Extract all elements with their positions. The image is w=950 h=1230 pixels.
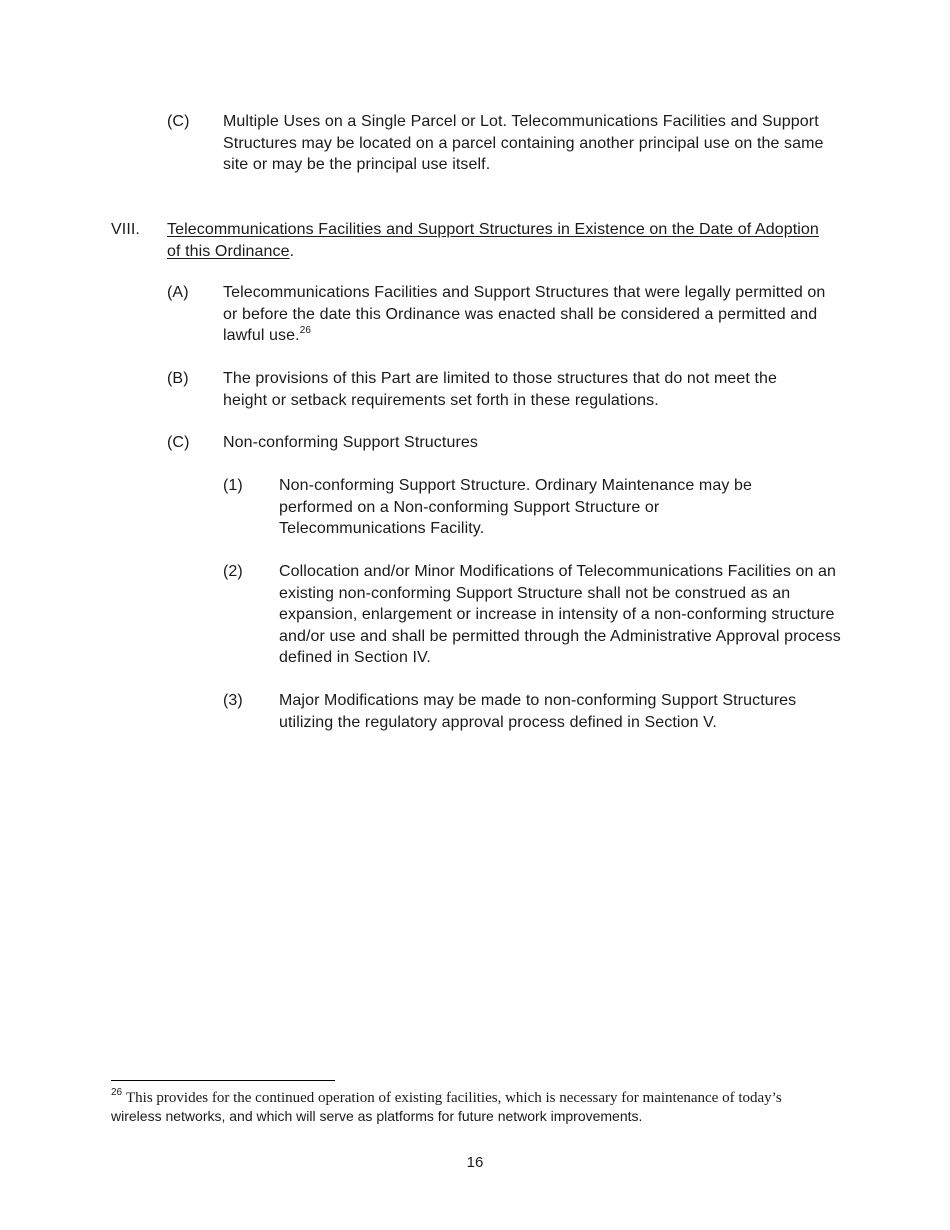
section-viii-heading-text: Telecommunications Facilities and Support Structures in Existence on the Date of Adoption of this Ordinance [167,221,819,260]
footnote-number: 26 [111,1087,123,1099]
footnote-ref-26[interactable]: 26 [299,324,312,336]
section-viii-c-item-3-text: Major Modifications may be made to non-conforming Support Structures utilizing the regulatory approval process defined in Section V. [279,692,797,731]
section-viii-c-item-2-label: (2) [223,563,243,580]
section-viii-c-label: (C) [167,434,190,451]
section-vii-c-label: (C) [167,113,190,130]
section-viii-c-item-1-text: Non-conforming Support Structure. Ordinary Maintenance may be performed on a Non-conforming Support Structure or Telecommunications Facility. [279,477,752,537]
footnote-text-line-1: This provides for the continued operation of existing facilities, which is necessary for maintenance of today’s [126,1090,782,1106]
section-viii-heading [167,219,827,262]
section-viii-b-label: (B) [167,370,189,387]
section-viii-a-label: (A) [167,284,189,301]
section-viii-c-item-1-label: (1) [223,477,243,494]
section-viii-c-item-3-label: (3) [223,692,243,709]
section-viii-a-text: Telecommunications Facilities and Support Structures that were legally permitted on or before the date this Ordinance was enacted shall be considered a permitted and lawful use. [223,284,826,344]
section-vii-c-text: Multiple Uses on a Single Parcel or Lot. Telecommunications Facilities and Support Structures may be located on a parcel containing another principal use on the same site or may be the principal use itself. [223,113,824,173]
section-viii-b-text: The provisions of this Part are limited to those structures that do not meet the height or setback requirements set forth in these regulations. [223,370,778,409]
section-viii-a-text-block [223,282,838,347]
footnote-26 [111,1088,831,1125]
section-viii-c-text: Non-conforming Support Structures [223,434,478,451]
section-viii-heading-period: . [289,242,295,260]
page-number: 16 [466,1154,484,1171]
section-viii-c-item-2-text: Collocation and/or Minor Modifications of Telecommunications Facilities on an existing non-conforming Support Structure shall not be construed as an expansion, enlargement or increase in intensity of a non-conforming structure and/or use and shall be permitted through the Administrative Approval process defined in Section IV. [279,563,841,666]
footnote-text-line-2: wireless networks, and which will serve as platforms for future network improvements. [111,1108,643,1124]
footnote-separator [111,1080,335,1081]
section-viii-number: VIII. [111,221,140,238]
